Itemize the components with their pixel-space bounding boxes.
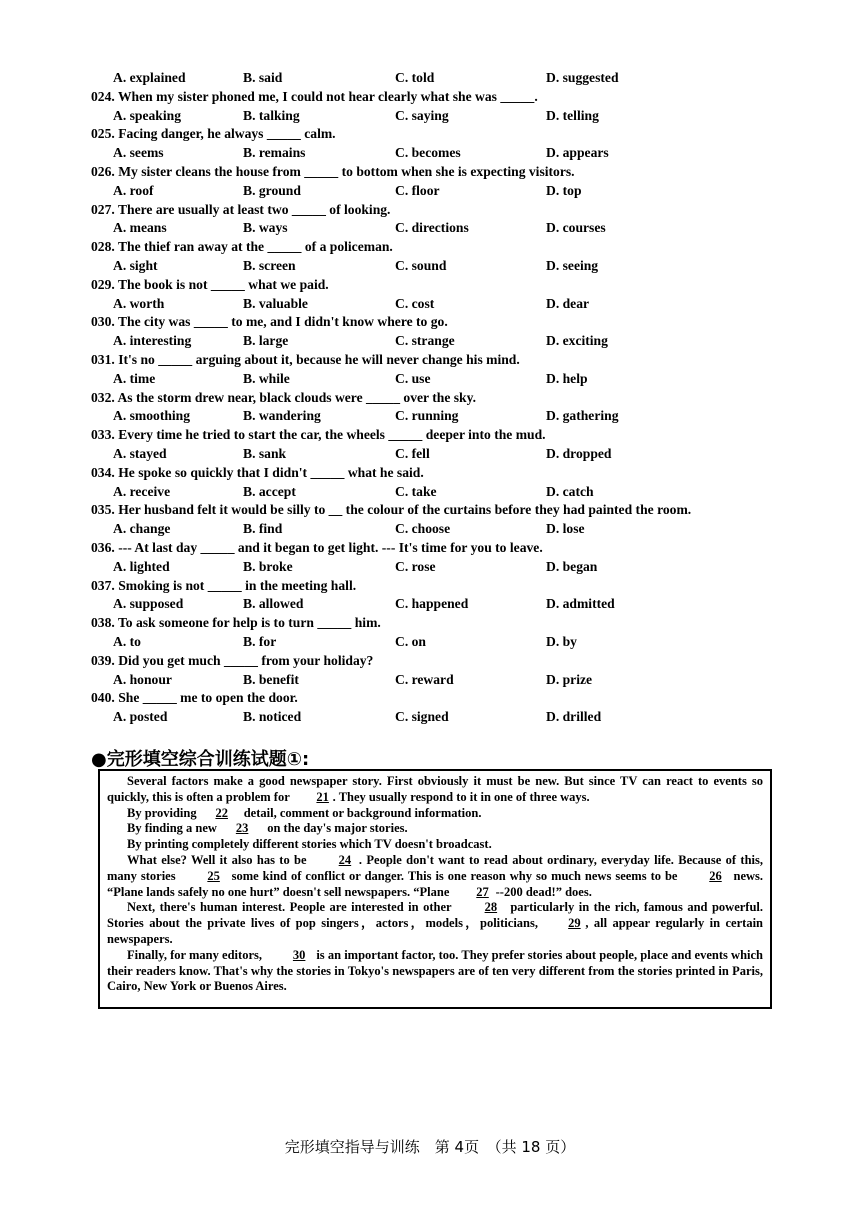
options-row [113,708,753,726]
option-a: A. posted [113,709,168,725]
passage-paragraph-6 [107,900,763,947]
option-a: A. means [113,220,167,236]
passage-text: . They usually respond to it in one of three ways. [332,789,590,804]
question-text: She _____ me to open the door. [118,690,298,706]
option-a: A. honour [113,671,172,687]
option-b: B. benefit [243,671,299,687]
question-stem [91,539,543,557]
option-d: D. courses [546,220,606,236]
option-a: A. explained [113,70,186,85]
question-number: 040. [91,690,115,706]
blank-23: 23 [235,821,249,836]
section-title: ●完形填空综合训练试题①: [91,749,310,770]
option-c: C. use [395,370,431,386]
question-text: Facing danger, he always _____ calm. [118,126,336,142]
question-stem [91,163,575,181]
question-stem [91,652,373,670]
question-text: When my sister phoned me, I could not hear clearly what she was _____. [117,88,538,104]
options-row [113,558,753,576]
option-d: D. top [546,182,582,198]
passage-text: Several factors make a good newspaper story. First obviously it must be new. But since TV can react to events so quickly, this is often a problem for [107,774,763,804]
option-c: C. fell [395,446,430,461]
option-d: D. exciting [546,333,608,349]
option-b: B. screen [243,258,296,273]
option-b: B. broke [243,558,293,574]
option-b: B. valuable [243,295,308,311]
option-a: A. interesting [113,333,192,349]
passage-text: . People don't want to read about ordinary, everyday life. Because of this, many stories [107,852,763,883]
options-row [113,671,753,689]
options-row [113,595,753,613]
question-text: It's no _____ arguing about it, because he will never change his mind. [118,352,520,367]
question-stem [91,238,393,256]
options-row [113,107,753,125]
option-a: A. roof [113,182,154,198]
option-d: D. prize [546,671,593,687]
option-c: C. told [395,70,435,85]
question-stem [91,389,476,407]
blank-21: 21 [316,789,329,804]
passage-text: detail, comment or background information. [243,805,482,820]
question-text: Smoking is not _____ in the meeting hall. [118,577,357,593]
question-text: To ask someone for help is to turn _____ him. [117,615,381,631]
passage-paragraph-7 [107,948,763,995]
question-stem [91,88,538,106]
passage-text: --200 dead!” does. [495,884,592,899]
question-text: My sister cleans the house from _____ to bottom when she is expecting visitors. [118,164,575,179]
option-b: B. said [243,70,283,85]
passage-text: particularly in the rich, famous and powerful. Stories about the private lives of pop singers，actors，models，politicians, [107,900,764,931]
question-number: 031. [91,352,115,367]
blank-25: 25 [207,868,220,883]
option-b: B. for [243,634,277,649]
options-row [113,257,753,275]
option-a: A. lighted [113,558,170,574]
option-c: C. happened [395,596,469,612]
option-a: A. to [113,634,141,649]
option-a: A. smoothing [113,408,191,424]
blank-22: 22 [215,805,228,820]
question-number: 030. [91,314,115,330]
question-text: The city was _____ to me, and I didn't know where to go. [117,314,448,330]
option-a: A. supposed [113,596,184,612]
passage-box [98,769,772,1009]
question-number: 038. [91,615,115,631]
passage-paragraph-1 [107,774,763,806]
question-text: The thief ran away at the _____ of a policeman. [117,239,393,255]
question-number: 029. [91,276,115,292]
question-text: --- At last day _____ and it began to get light. --- It's time for you to leave. [118,540,543,555]
option-b: B. allowed [243,596,304,612]
passage-paragraph-5 [107,853,763,900]
option-b: B. find [243,521,283,537]
option-c: C. on [395,634,426,649]
question-stem [91,689,298,707]
passage-text: By providing [127,805,197,820]
question-number: 035. [91,502,115,518]
option-d: D. drilled [546,709,602,725]
question-number: 032. [91,389,115,405]
option-d: D. seeing [546,258,599,273]
option-b: B. large [243,333,289,349]
question-number: 025. [91,126,115,142]
question-stem [91,201,390,219]
option-d: D. help [546,370,588,386]
option-b: B. wandering [243,408,321,424]
question-number: 026. [91,164,115,179]
passage-text: Finally, for many editors, [127,947,262,962]
question-number: 039. [91,652,115,668]
options-row [113,219,753,237]
option-d: D. dropped [546,446,612,461]
options-row [113,69,753,87]
option-b: B. ground [243,182,301,198]
question-number: 028. [91,239,115,255]
question-stem [91,313,448,331]
blank-26: 26 [709,868,722,883]
option-b: B. talking [243,107,300,123]
option-a: A. sight [113,258,158,273]
option-d: D. dear [546,295,590,311]
passage-text: on the day's major stories. [267,821,408,836]
question-text: Every time he tried to start the car, the wheels _____ deeper into the mud. [118,427,546,443]
option-b: B. accept [243,483,296,499]
option-c: C. rose [395,558,436,574]
question-text: Her husband felt it would be silly to __ the colour of the curtains before they had painted the room. [118,502,692,518]
options-row [113,483,753,501]
option-d: D. admitted [546,596,615,612]
passage-line-4: By printing completely different stories which TV doesn't broadcast. [127,837,492,852]
options-row [113,633,753,651]
options-row [113,520,753,538]
option-a: A. time [113,370,156,386]
passage-text: some kind of conflict or danger. This is one reason why so much news seems to be [231,868,678,883]
passage-text: Next, there's human interest. People are interested in other [127,900,452,915]
question-text: The book is not _____ what we paid. [117,276,329,292]
passage-text: news. “Plane lands safely no one hurt” doesn't sell newspapers. “Plane [107,868,764,899]
option-c: C. signed [395,709,449,725]
option-d: D. began [546,558,598,574]
question-stem [91,351,520,369]
option-c: C. choose [395,521,451,537]
question-number: 034. [91,464,115,480]
passage-line-2 [107,806,763,822]
question-number: 027. [91,201,115,217]
option-b: B. remains [243,145,306,161]
question-text: Did you get much _____ from your holiday? [118,652,374,668]
question-stem [91,464,424,482]
option-b: B. while [243,370,290,386]
blank-24: 24 [338,852,352,867]
passage-text: What else? Well it also has to be [127,852,307,867]
passage-line-3 [107,821,763,837]
option-d: D. appears [546,145,609,161]
option-b: B. sank [243,446,287,461]
option-d: D. by [546,634,577,649]
option-d: D. suggested [546,70,619,85]
blank-30: 30 [292,947,306,962]
page-footer: 完形填空指导与训练 第 4页 （共 18 页） [284,1138,576,1156]
option-c: C. take [395,483,437,499]
question-text: He spoke so quickly that I didn't _____ what he said. [118,464,424,480]
option-d: D. catch [546,483,594,499]
passage-text: , all appear regularly in certain newspapers. [107,916,763,946]
question-stem [91,577,356,595]
option-c: C. cost [395,295,435,311]
option-c: C. reward [395,671,454,687]
question-stem [91,614,381,632]
option-c: C. floor [395,182,440,198]
option-c: C. strange [395,333,455,349]
options-row [113,370,753,388]
question-stem [91,501,691,519]
option-c: C. directions [395,220,469,236]
option-d: D. lose [546,521,585,537]
options-row [113,182,753,200]
question-text: As the storm drew near, black clouds were _____ over the sky. [117,389,477,405]
question-stem [91,276,329,294]
options-row [113,295,753,313]
option-d: D. telling [546,107,599,123]
option-c: C. running [395,408,459,424]
option-a: A. stayed [113,446,167,461]
option-a: A. speaking [113,107,181,123]
question-number: 033. [91,427,115,443]
blank-28: 28 [484,900,498,915]
option-a: A. worth [113,295,165,311]
options-row [113,144,753,162]
option-a: A. seems [113,145,164,161]
question-number: 037. [91,577,115,593]
options-row [113,407,753,425]
option-c: C. becomes [395,145,461,161]
question-text: There are usually at least two _____ of looking. [117,201,391,217]
options-row [113,445,753,463]
option-a: A. receive [113,483,171,499]
blank-29: 29 [568,916,581,931]
blank-27: 27 [476,884,489,899]
option-d: D. gathering [546,408,619,424]
question-stem [91,426,546,444]
passage-text: By finding a new [127,821,217,836]
option-c: C. sound [395,258,447,273]
option-b: B. noticed [243,709,302,725]
question-number: 036. [91,540,115,555]
passage-text: is an important factor, too. They prefer stories about people, place and events which their readers know. That's why the stories in Tokyo's newspapers are of ten very different from the stories printed in Paris, Cairo, New York or Buenos Aires. [107,947,763,994]
question-number: 024. [91,88,115,104]
option-a: A. change [113,521,171,537]
options-row [113,332,753,350]
option-b: B. ways [243,220,288,236]
question-stem [91,125,336,143]
option-c: C. saying [395,107,449,123]
